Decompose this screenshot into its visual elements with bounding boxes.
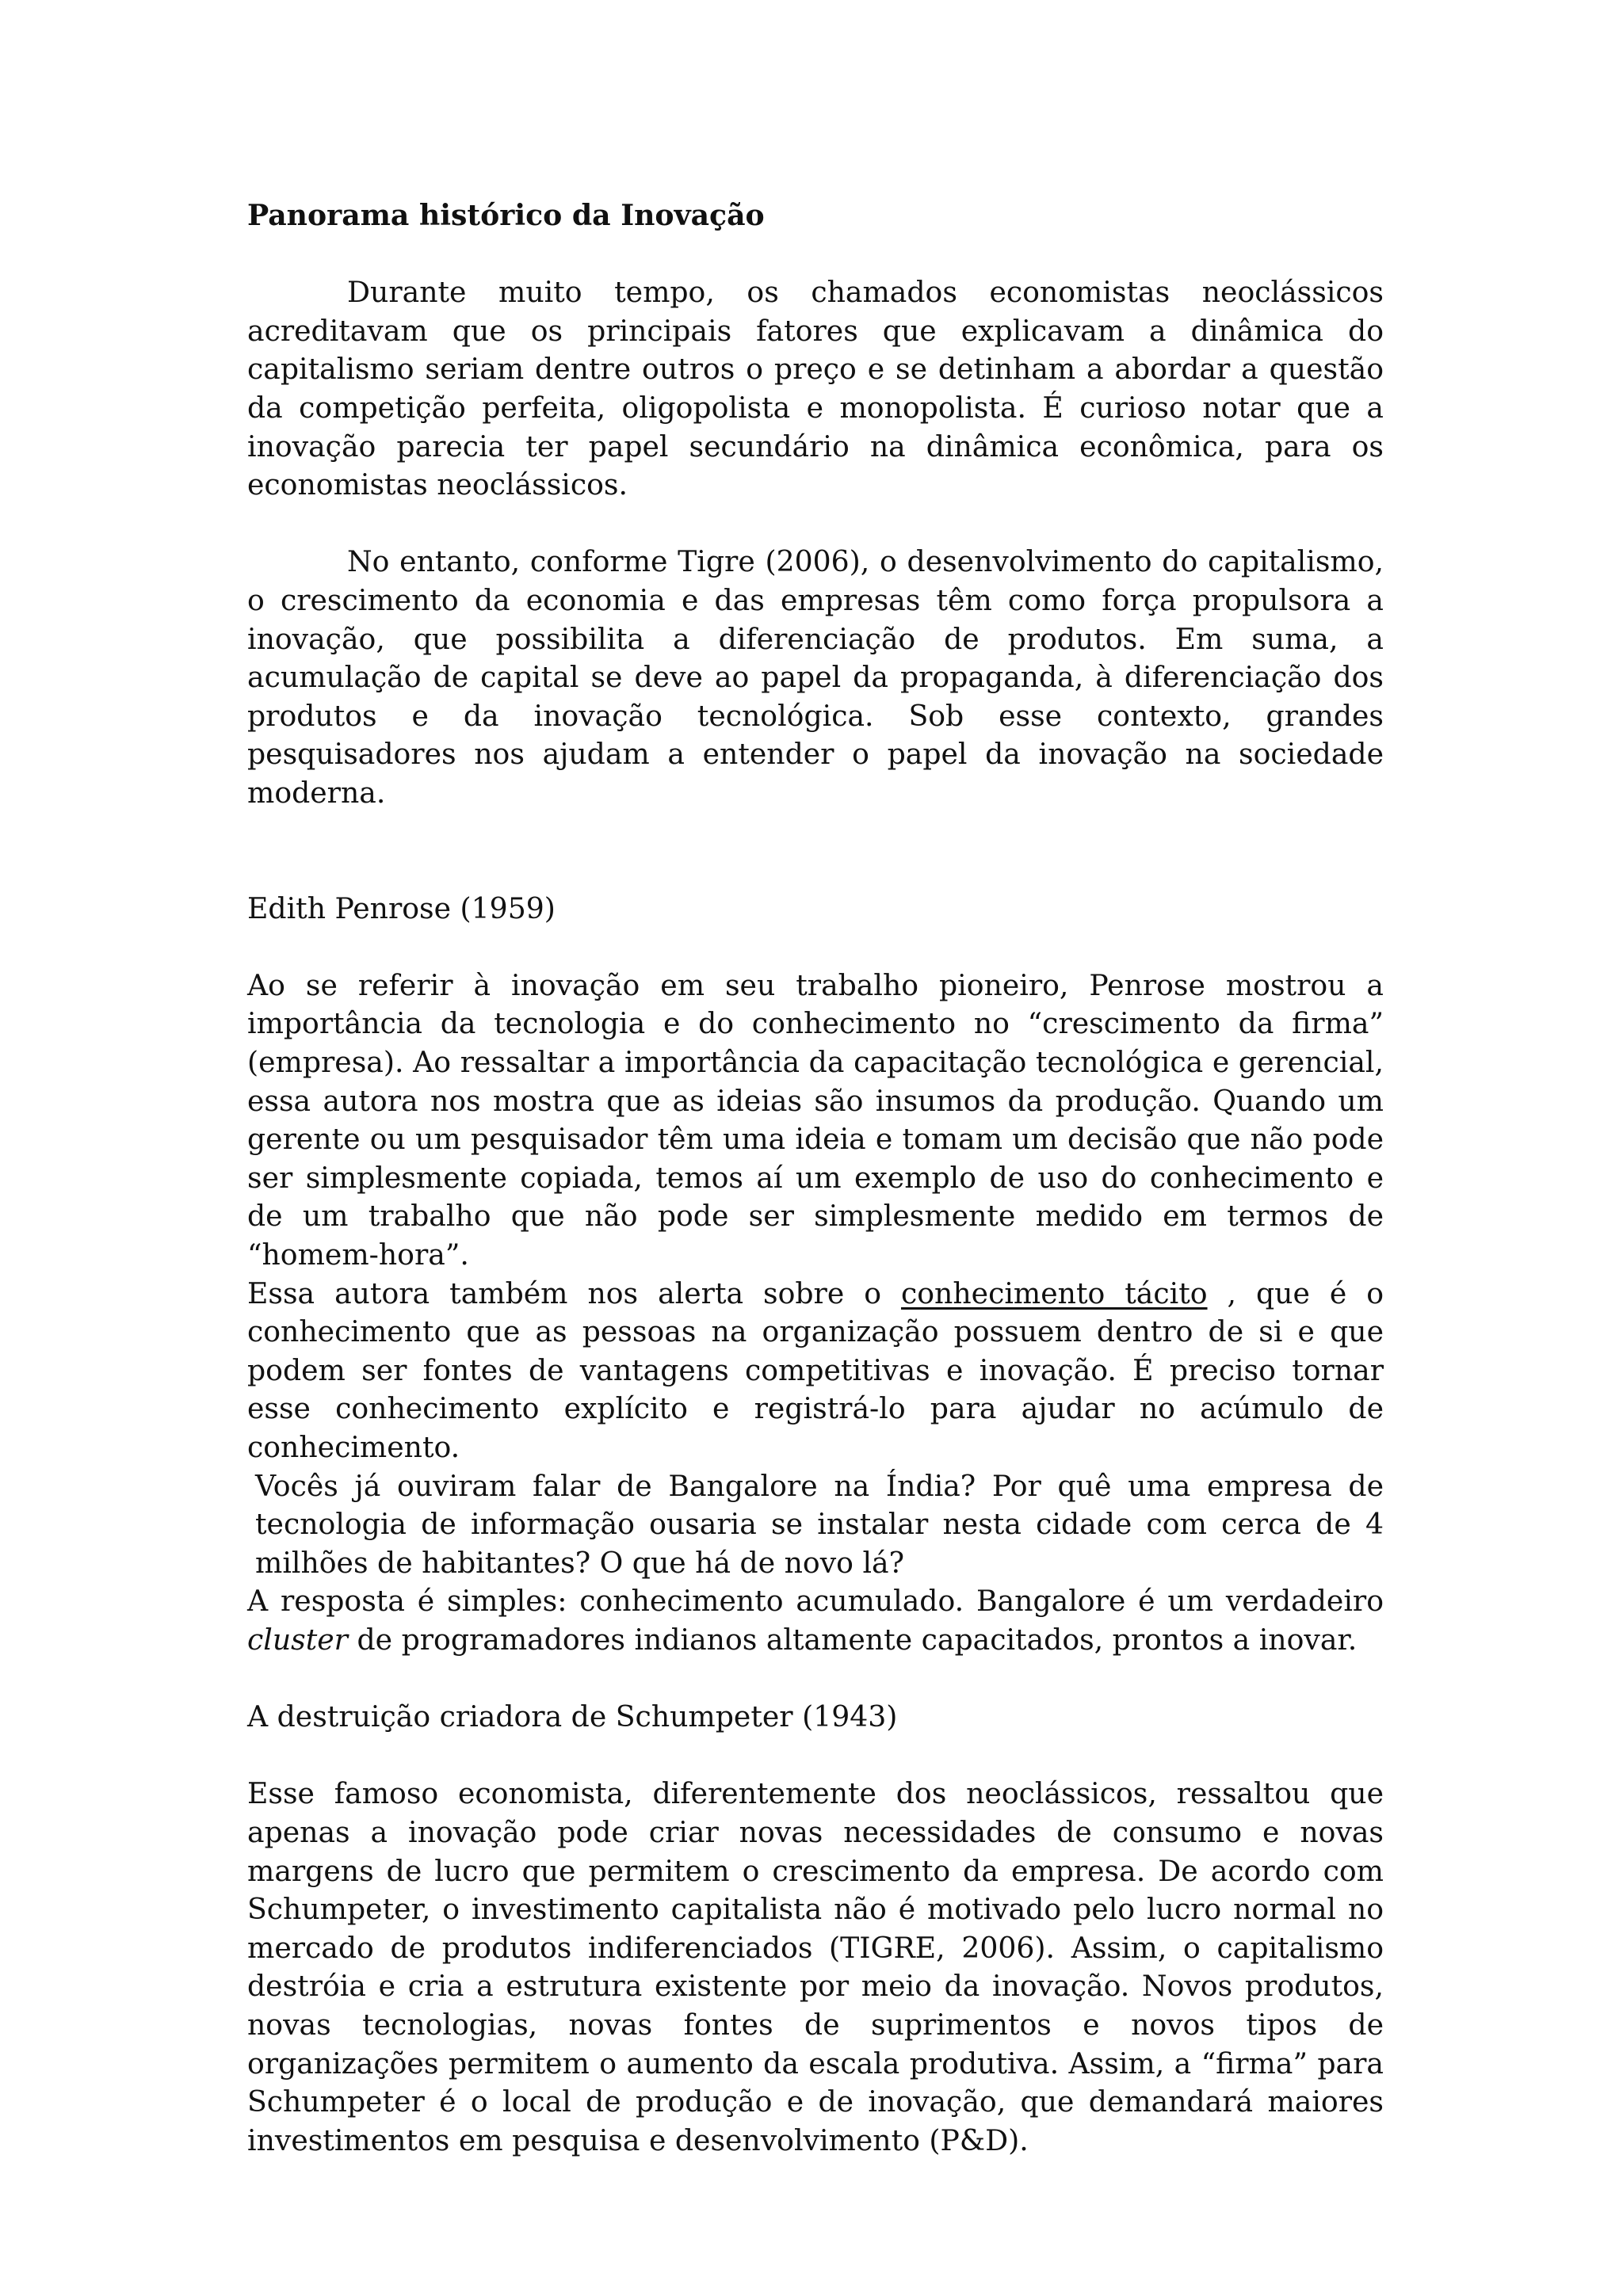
penrose-p2-text-before: Essa autora também nos alerta sobre o xyxy=(247,1276,901,1310)
penrose-p2-text-after: , que é o conhecimento que as pessoas na organização possuem dentro de si e que podem ser fontes de vantagens competitivas e inovação. É preciso tornar esse conhecimento explícito e registrá-lo para ajudar no acúmulo de conhecimento. xyxy=(247,1276,1384,1464)
penrose-p4-text-after: de programadores indianos altamente capacitados, prontos a inovar. xyxy=(347,1622,1358,1657)
page-title: Panorama histórico da Inovação xyxy=(247,198,765,232)
penrose-heading: Edith Penrose (1959) xyxy=(247,891,556,925)
schumpeter-paragraph-1: Esse famoso economista, diferentemente dos neoclássicos, ressaltou que apenas a inovação pode criar novas necessidades de consumo e novas margens de lucro que permitem o crescimento da empresa. De acordo com Schumpeter, o investimento capitalista não é motivado pelo lucro normal no mercado de produtos indiferenciados (TIGRE, 2006). Assim, o capitalismo destróia e cria a estrutura existente por meio da inovação. Novos produtos, novas tecnologias, novas fontes de suprimentos e novos tipos de organizações permitem o aumento da escala produtiva. Assim, a “firma” para Schumpeter é o local de produção e de inovação, que demandará maiores investimentos em pesquisa e desenvolvimento (P&D). xyxy=(247,1776,1384,2157)
spacer xyxy=(247,505,1384,543)
spacer xyxy=(247,928,1384,967)
cluster-term: cluster xyxy=(247,1622,348,1657)
intro-paragraph-2: No entanto, conforme Tigre (2006), o desenvolvimento do capitalismo, o crescimento da economia e das empresas têm como força propulsora a inovação, que possibilita a diferenciação de produtos. Em suma, a acumulação de capital se deve ao papel da propaganda, à diferenciação dos produtos e da inovação tecnológica. Sob esse contexto, grandes pesquisadores nos ajudam a entender o papel da inovação na sociedade moderna. xyxy=(247,544,1384,810)
spacer xyxy=(247,1660,1384,1699)
penrose-p4-text-before: A resposta é simples: conhecimento acumulado. Bangalore é um verdadeiro xyxy=(247,1584,1384,1619)
spacer xyxy=(247,1737,1384,1775)
intro-paragraph-1: Durante muito tempo, os chamados economistas neoclássicos acreditavam que os principais fatores que explicavam a dinâmica do capitalismo seriam dentre outros o preço e se detinham a abordar a questão da competição perfeita, oligopolista e monopolista. É curioso notar que a inovação parecia ter papel secundário na dinâmica econômica, para os economistas neoclássicos. xyxy=(247,275,1384,502)
penrose-paragraph-1: Ao se referir à inovação em seu trabalho pioneiro, Penrose mostrou a importância da tecnologia e do conhecimento no “crescimento da firma” (empresa). Ao ressaltar a importância da capacitação tecnológica e gerencial, essa autora nos mostra que as ideias são insumos da produção. Quando um gerente ou um pesquisador têm uma ideia e tomam um decisão que não pode ser simplesmente copiada, temos aí um exemplo de uso do conhecimento e de um trabalho que não pode ser simplesmente medido em termos de “homem-hora”. xyxy=(247,967,1384,1272)
schumpeter-heading: A destruição criadora de Schumpeter (1943) xyxy=(247,1699,898,1734)
penrose-paragraph-2 xyxy=(247,1275,1384,1467)
penrose-paragraph-4 xyxy=(247,1582,1384,1659)
penrose-paragraph-3: Vocês já ouviram falar de Bangalore na Índia? Por quê uma empresa de tecnologia de informação ousaria se instalar nesta cidade com cerca de 4 milhões de habitantes? O que há de novo lá? xyxy=(255,1468,1384,1580)
document-body xyxy=(247,196,1384,2160)
tacit-knowledge-term: conhecimento tácito xyxy=(900,1276,1208,1310)
spacer xyxy=(247,813,1384,890)
spacer xyxy=(247,235,1384,274)
